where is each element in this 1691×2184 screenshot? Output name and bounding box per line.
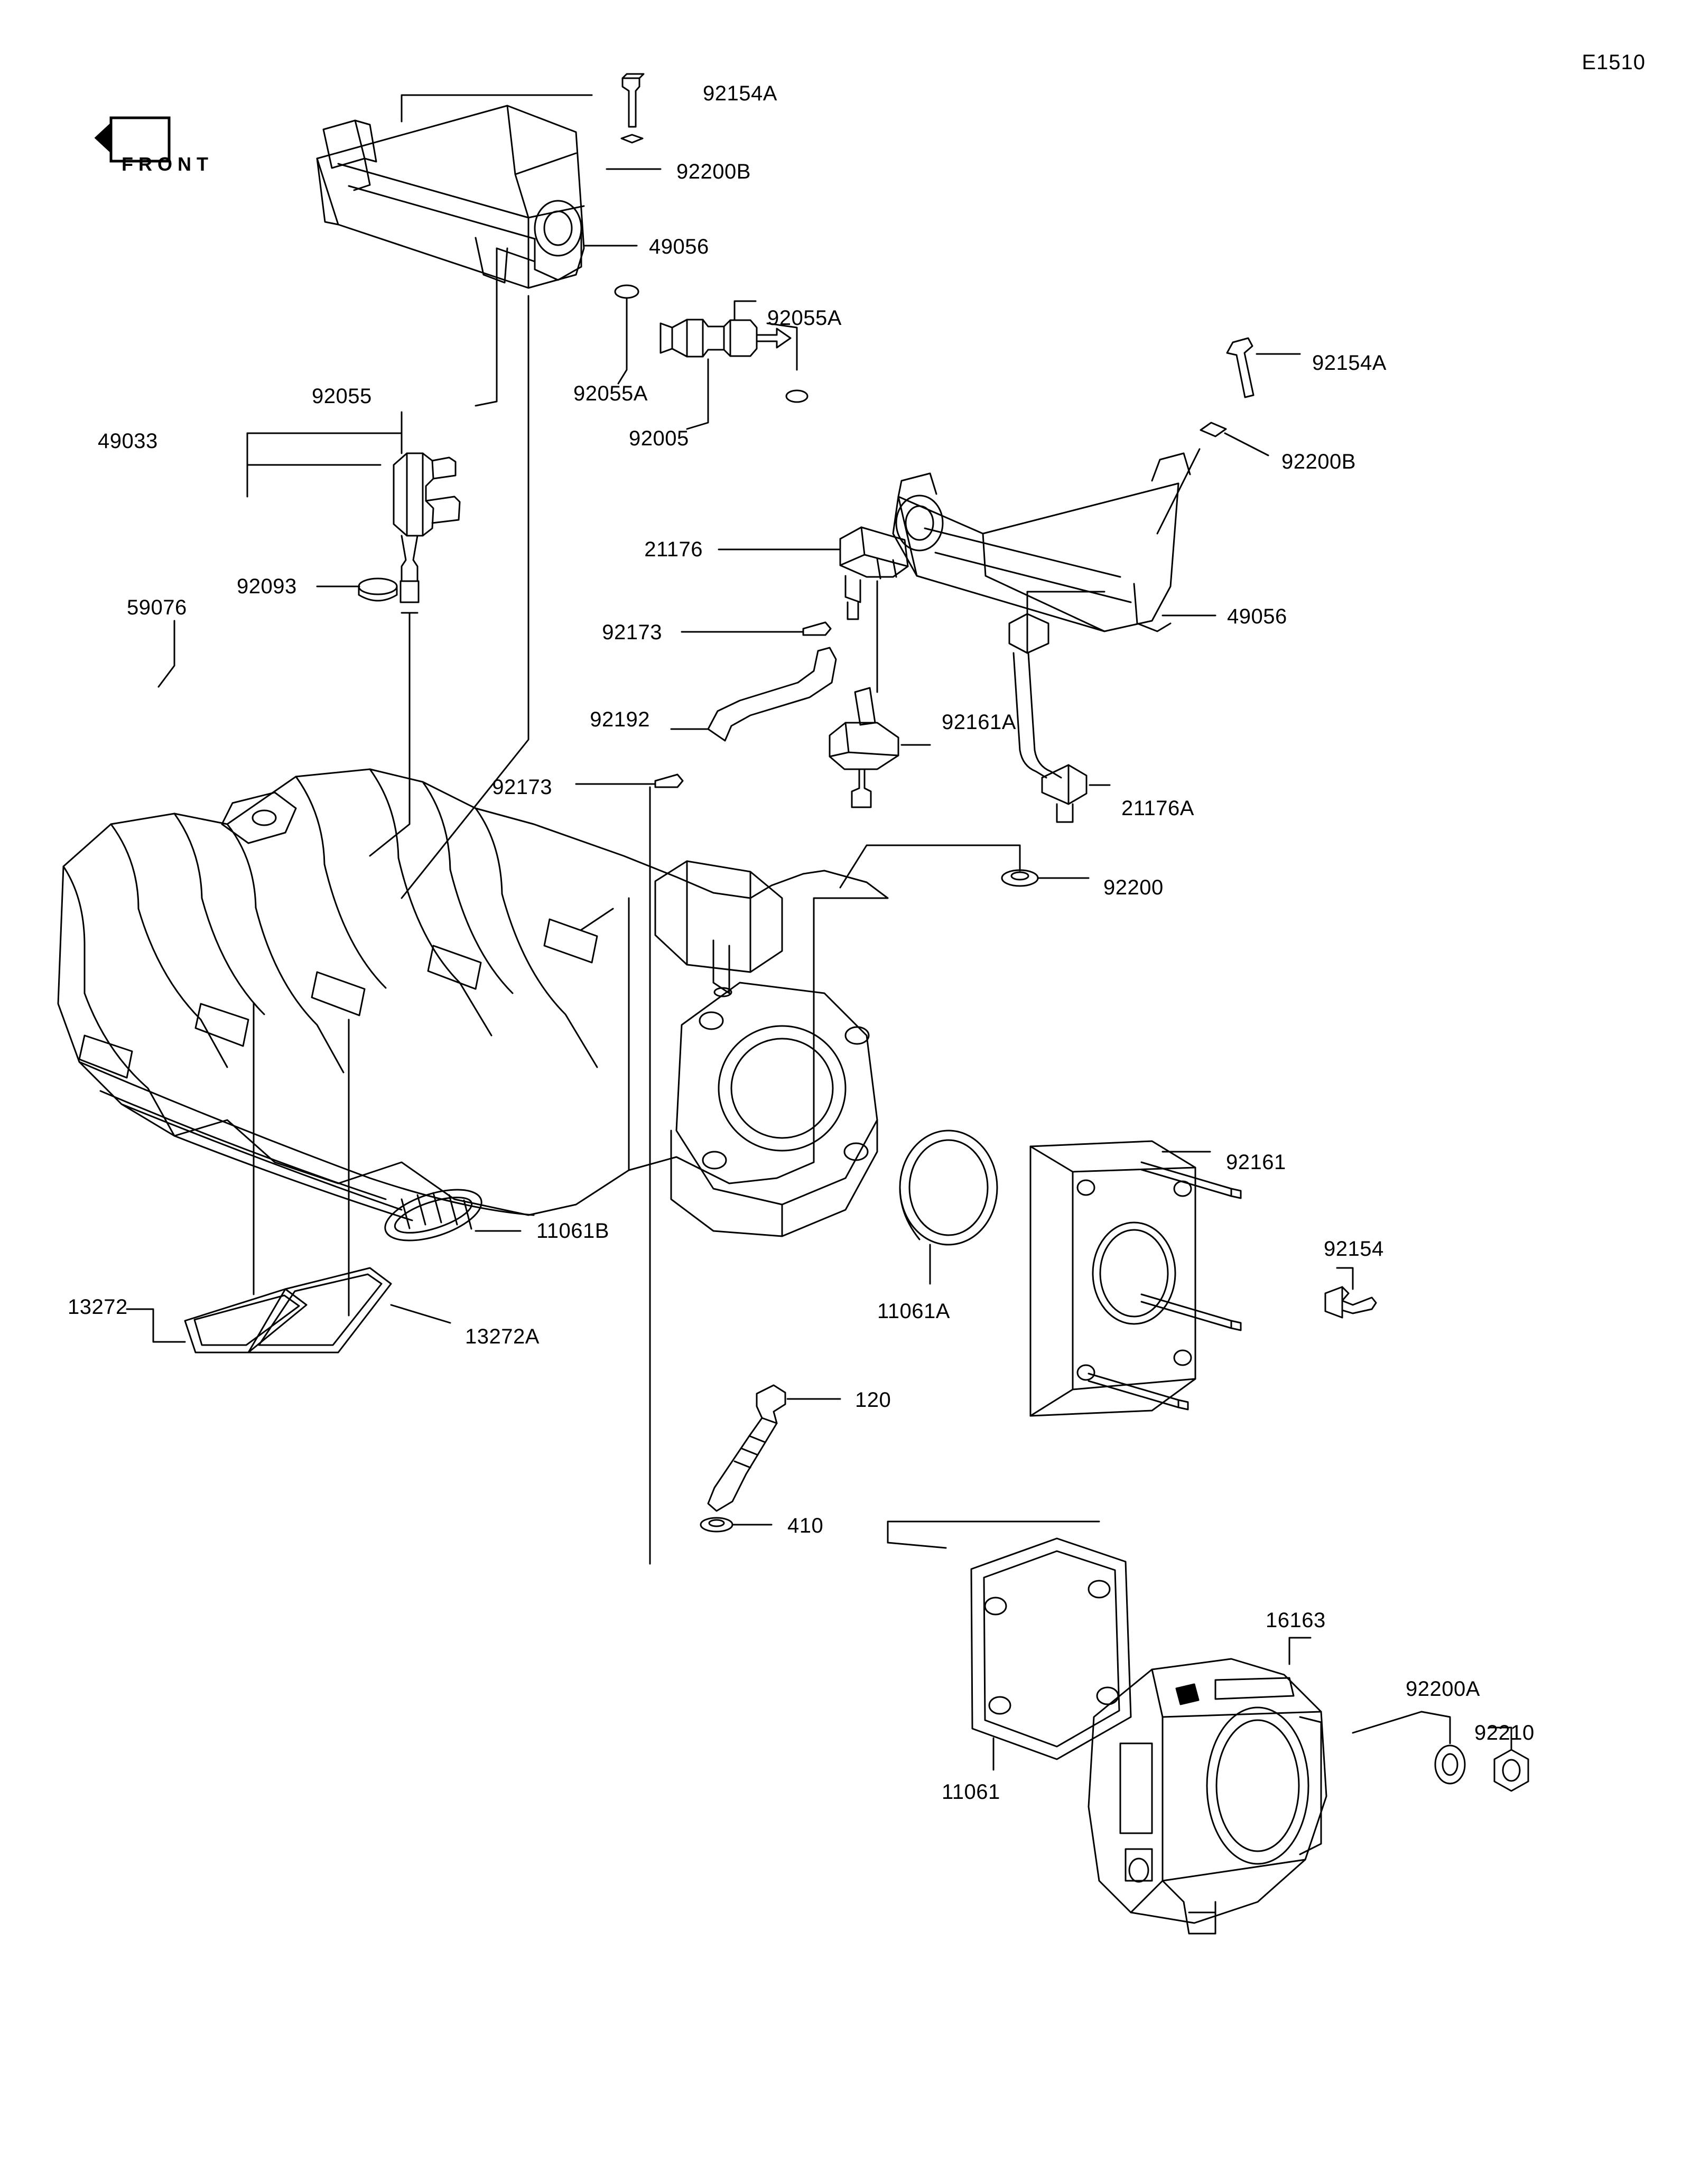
callout-92200: 92200	[1103, 876, 1164, 899]
callout-92200B-right: 92200B	[1281, 450, 1356, 473]
callout-49056-right: 49056	[1227, 605, 1287, 628]
gasket-13272-illustration	[185, 1289, 306, 1352]
gasket-11061-illustration	[971, 1538, 1131, 1759]
leader-92055A-mid	[735, 301, 756, 320]
gasket-13272A-illustration	[248, 1268, 391, 1352]
callout-92192: 92192	[590, 708, 650, 731]
fuel-rail-right-illustration	[893, 453, 1190, 631]
seal-92093-illustration	[359, 578, 397, 601]
callout-92200A: 92200A	[1406, 1677, 1480, 1701]
leader-59076	[159, 629, 174, 687]
leader-injector-down	[370, 613, 410, 856]
leader-13272A	[391, 1305, 450, 1323]
throttle-body-16163-illustration	[1089, 1659, 1326, 1934]
leader-92200A	[1421, 1712, 1450, 1743]
leader-13272	[127, 1309, 185, 1342]
leader-92055A-left	[618, 298, 627, 384]
insulator-92161-illustration	[1030, 1141, 1241, 1416]
leader-92005	[687, 359, 708, 429]
nut-92210-illustration	[1494, 1750, 1528, 1791]
callout-16163: 16163	[1266, 1609, 1326, 1632]
leader-92200-link	[840, 845, 1020, 888]
callout-92055: 92055	[312, 385, 372, 408]
leader-11061-top	[888, 1543, 946, 1548]
leader-92200B-right	[1225, 433, 1268, 455]
leader-oring-92055A-mid	[767, 323, 797, 370]
sensor-21176A-illustration	[1009, 614, 1086, 822]
washer-92200-illustration	[1002, 870, 1038, 886]
callout-92093: 92093	[237, 575, 297, 598]
leader-16163-to-92200A	[1353, 1712, 1421, 1733]
callout-92200B-top: 92200B	[676, 160, 751, 183]
washer-92200B-right-illustration	[1201, 423, 1226, 436]
callout-92055A-left: 92055A	[573, 382, 648, 405]
front-marker-label: FRONT	[122, 153, 213, 175]
callout-92161: 92161	[1226, 1151, 1286, 1174]
callout-120: 120	[855, 1388, 891, 1412]
leader-11061-branch	[888, 1522, 1099, 1543]
clamp-92173-a-illustration	[803, 622, 831, 635]
clamp-92173-b-illustration	[655, 774, 683, 787]
callout-92210: 92210	[1474, 1721, 1535, 1744]
leader-rail-to-manifold	[402, 296, 528, 898]
callout-21176A: 21176A	[1121, 797, 1194, 820]
bolt-92154A-right-illustration	[1227, 338, 1253, 397]
callout-49033: 49033	[98, 430, 158, 453]
leader-rail-right	[1157, 449, 1200, 534]
callout-59076: 59076	[127, 596, 187, 619]
intake-manifold-illustration	[58, 769, 888, 1236]
callout-21176: 21176	[644, 538, 703, 561]
washer-92200A-illustration	[1435, 1746, 1465, 1784]
callout-410: 410	[787, 1514, 824, 1537]
oring-92055A-mid-illustration	[786, 390, 807, 402]
leader-21176A-top	[1027, 592, 1104, 613]
callout-11061: 11061	[942, 1780, 1000, 1804]
injector-49033-illustration	[394, 453, 460, 613]
callout-11061B: 11061B	[536, 1219, 609, 1243]
callout-13272: 13272	[68, 1295, 128, 1319]
leader-92154	[1337, 1268, 1353, 1289]
callout-92154A-top: 92154A	[703, 82, 777, 105]
callout-92005: 92005	[629, 427, 689, 450]
washer-92200B-top-illustration	[621, 135, 643, 143]
hose-92192-illustration	[708, 648, 836, 741]
callout-92154: 92154	[1324, 1237, 1384, 1261]
oring-92055A-left-illustration	[615, 285, 638, 298]
callout-92161A: 92161A	[942, 711, 1016, 734]
fuel-rail-left-illustration	[317, 106, 584, 288]
leader-16163	[1289, 1638, 1311, 1664]
callout-92055A-mid: 92055A	[767, 306, 842, 330]
callout-49056-top: 49056	[649, 235, 709, 258]
sensor-92161A-illustration	[830, 688, 898, 807]
bolt-120-illustration	[708, 1385, 785, 1511]
callout-11061A: 11061A	[877, 1300, 950, 1323]
oring-11061A-illustration	[900, 1131, 997, 1245]
bolt-92154-illustration	[1325, 1287, 1376, 1318]
washer-410-illustration	[701, 1518, 732, 1532]
callout-92173-b: 92173	[492, 776, 552, 799]
bolt-92154A-top-illustration	[622, 74, 644, 127]
callout-13272A: 13272A	[465, 1325, 540, 1348]
callout-92173-a: 92173	[602, 621, 662, 644]
sheet-code-label: E1510	[1582, 51, 1646, 74]
callout-92154A-right: 92154A	[1312, 351, 1387, 375]
